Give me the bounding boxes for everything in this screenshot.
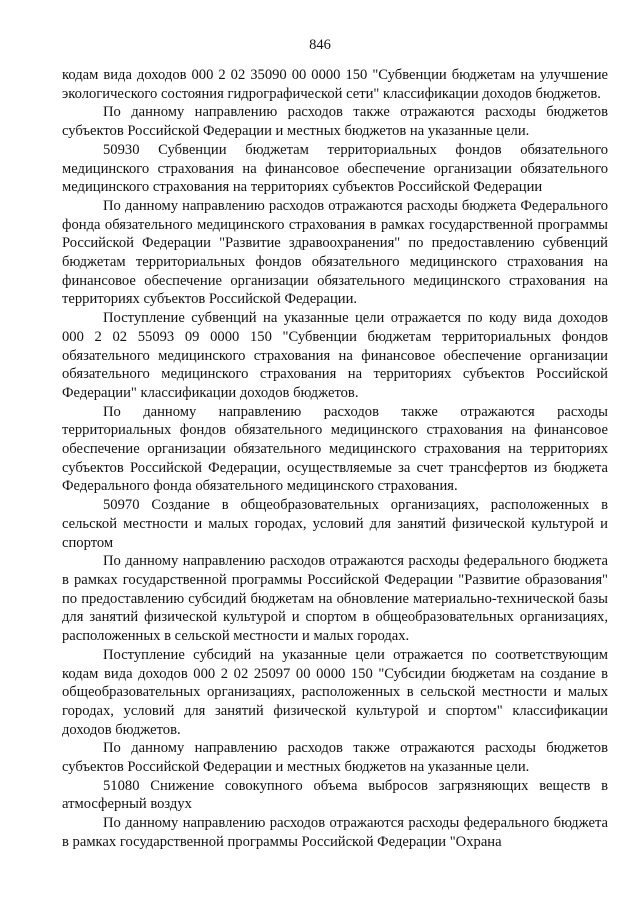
document-body (62, 66, 608, 852)
paragraph: По данному направлению расходов отражаются расходы федерального бюджета в рамках государственной программы Российской Федерации "Охрана (62, 815, 608, 850)
section-heading: 50930 Субвенции бюджетам территориальных фондов обязательного медицинского страхования на финансовое обеспечение организации обязательного медицинского страхования на территориях субъектов Российской Федерации (62, 141, 608, 196)
paragraph: По данному направлению расходов также отражаются расходы бюджетов субъектов Российской Федерации и местных бюджетов на указанные цели. (62, 740, 608, 776)
paragraph: По данному направлению расходов также отражаются расходы территориальных фондов обязательного медицинского страхования на финансовое обеспечение организации обязательного медицинского страхования на территориях субъектов Российской Федерации, осуществляемые за счет трансфертов из бюджета Федерального фонда обязательного медицинского страхования. (62, 403, 608, 495)
paragraph: По данному направлению расходов отражаются расходы федерального бюджета в рамках государственной программы Российской Федерации "Развитие образования" по предоставлению субсидий бюджетам на обновление материально-технической базы для занятий физической культурой и спортом в общеобразовательных организациях, расположенных в сельской местности и малых городах. (62, 553, 608, 645)
paragraph: кодам вида доходов 000 2 02 35090 00 0000 150 "Субвенции бюджетам на улучшение экологического состояния гидрографической сети" классификации доходов бюджетов. (62, 67, 608, 102)
paragraph: По данному направлению расходов также отражаются расходы бюджетов субъектов Российской Федерации и местных бюджетов на указанные цели. (62, 104, 608, 140)
page-number: 846 (309, 37, 331, 53)
section-heading: 51080 Снижение совокупного объема выбросов загрязняющих веществ в атмосферный воздух (62, 777, 608, 813)
paragraph: По данному направлению расходов отражаются расходы бюджета Федерального фонда обязательного медицинского страхования в рамках государственной программы Российской Федерации "Развитие здравоохранения" по предоставлению субвенций бюджетам территориальных фондов обязательного медицинского страхования на финансовое обеспечение организации обязательного медицинского страхования на территориях субъектов Российской Федерации. (62, 197, 608, 308)
paragraph: Поступление субсидий на указанные цели отражается по соответствующим кодам вида доходов 000 2 02 25097 00 0000 150 "Субсидии бюджетам на создание в общеобразовательных организациях, расположенных в сельской местности и малых городах, условий для занятий физической культурой и спортом" классификации доходов бюджетов. (62, 646, 608, 738)
paragraph: Поступление субвенций на указанные цели отражается по коду вида доходов 000 2 02 55093 09 0000 150 "Субвенции бюджетам территориальных фондов обязательного медицинского страхования на финансовое обеспечение организации обязательного медицинского страхования на территориях субъектов Российской Федерации" классификации доходов бюджетов. (62, 310, 608, 401)
section-heading: 50970 Создание в общеобразовательных организациях, расположенных в сельской местности и малых городах, условий для занятий физической культурой и спортом (62, 497, 608, 551)
